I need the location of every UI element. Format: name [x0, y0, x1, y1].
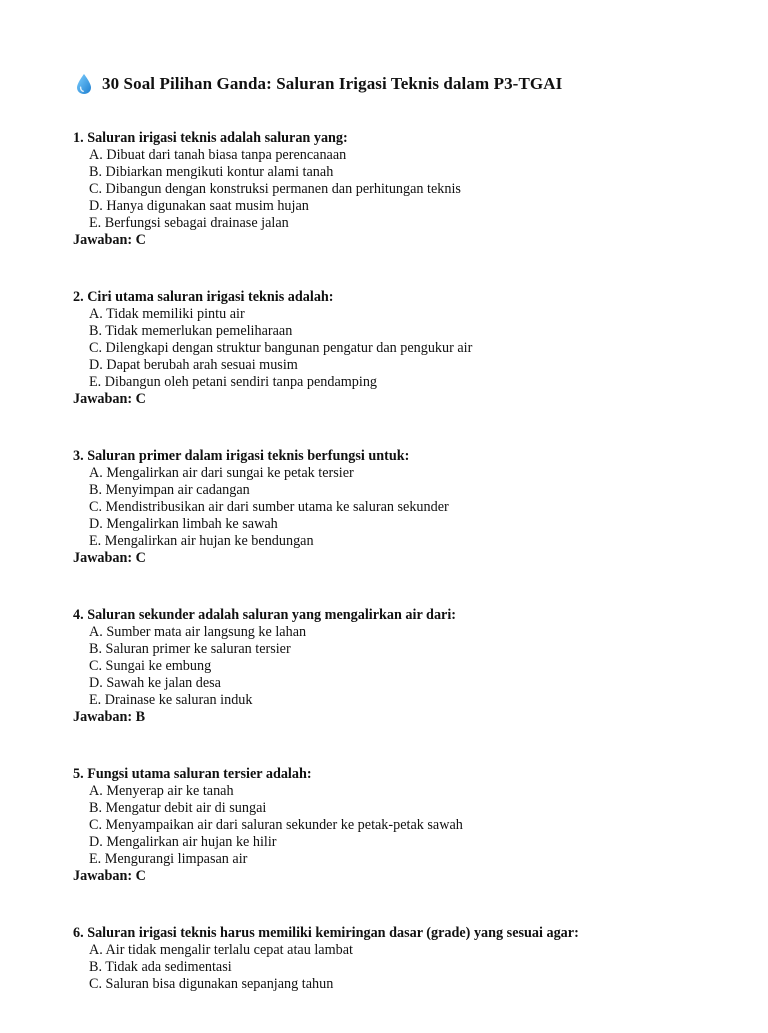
question-text: 2. Ciri utama saluran irigasi teknis adalah:: [73, 289, 334, 305]
answer-option: E. Mengurangi limpasan air: [89, 851, 248, 867]
droplet-icon: [76, 73, 92, 95]
answer-key: Jawaban: B: [73, 709, 146, 725]
answer-option: A. Tidak memiliki pintu air: [89, 306, 245, 322]
answer-option: E. Drainase ke saluran induk: [89, 692, 253, 708]
answer-option: D. Mengalirkan air hujan ke hilir: [89, 834, 277, 850]
answer-option: C. Dibangun dengan konstruksi permanen dan perhitungan teknis: [89, 181, 461, 197]
answer-option: C. Dilengkapi dengan struktur bangunan pengatur dan pengukur air: [89, 340, 473, 356]
answer-option: A. Mengalirkan air dari sungai ke petak tersier: [89, 465, 354, 481]
option-list: [73, 942, 753, 993]
title-row: [76, 73, 562, 95]
answer-option: B. Menyimpan air cadangan: [89, 482, 250, 498]
answer-key: Jawaban: C: [73, 391, 146, 407]
question-block: [73, 925, 753, 993]
option-list: [73, 624, 753, 709]
answer-option: E. Mengalirkan air hujan ke bendungan: [89, 533, 314, 549]
question-text: 4. Saluran sekunder adalah saluran yang mengalirkan air dari:: [73, 607, 457, 623]
answer-option: B. Mengatur debit air di sungai: [89, 800, 267, 816]
answer-option: C. Saluran bisa digunakan sepanjang tahun: [89, 976, 334, 992]
answer-option: D. Hanya digunakan saat musim hujan: [89, 198, 309, 214]
answer-option: A. Dibuat dari tanah biasa tanpa perencanaan: [89, 147, 347, 163]
answer-option: A. Menyerap air ke tanah: [89, 783, 234, 799]
question-text: 6. Saluran irigasi teknis harus memiliki kemiringan dasar (grade) yang sesuai agar:: [73, 925, 579, 941]
question-block: [73, 607, 753, 726]
question-block: [73, 766, 753, 885]
answer-option: A. Sumber mata air langsung ke lahan: [89, 624, 307, 640]
answer-option: C. Mendistribusikan air dari sumber utama ke saluran sekunder: [89, 499, 449, 515]
answer-option: D. Sawah ke jalan desa: [89, 675, 221, 691]
question-text: 5. Fungsi utama saluran tersier adalah:: [73, 766, 312, 782]
option-list: [73, 465, 753, 550]
answer-option: A. Air tidak mengalir terlalu cepat atau lambat: [89, 942, 353, 958]
option-list: [73, 147, 753, 232]
question-text: 1. Saluran irigasi teknis adalah saluran yang:: [73, 130, 348, 146]
answer-option: D. Mengalirkan limbah ke sawah: [89, 516, 278, 532]
answer-option: B. Tidak memerlukan pemeliharaan: [89, 323, 293, 339]
question-block: [73, 448, 753, 567]
answer-option: B. Dibiarkan mengikuti kontur alami tanah: [89, 164, 334, 180]
question-block: [73, 130, 753, 249]
answer-option: D. Dapat berubah arah sesuai musim: [89, 357, 298, 373]
answer-key: Jawaban: C: [73, 550, 146, 566]
question-text: 3. Saluran primer dalam irigasi teknis berfungsi untuk:: [73, 448, 410, 464]
option-list: [73, 306, 753, 391]
answer-option: B. Saluran primer ke saluran tersier: [89, 641, 291, 657]
answer-option: E. Berfungsi sebagai drainase jalan: [89, 215, 289, 231]
question-block: [73, 289, 753, 408]
answer-option: E. Dibangun oleh petani sendiri tanpa pendamping: [89, 374, 378, 390]
answer-option: C. Menyampaikan air dari saluran sekunder ke petak-petak sawah: [89, 817, 463, 833]
question-list: [73, 130, 753, 1033]
answer-option: C. Sungai ke embung: [89, 658, 212, 674]
answer-key: Jawaban: C: [73, 868, 146, 884]
answer-option: B. Tidak ada sedimentasi: [89, 959, 232, 975]
answer-key: Jawaban: C: [73, 232, 146, 248]
page-title: 30 Soal Pilihan Ganda: Saluran Irigasi Teknis dalam P3-TGAI: [102, 74, 563, 93]
option-list: [73, 783, 753, 868]
